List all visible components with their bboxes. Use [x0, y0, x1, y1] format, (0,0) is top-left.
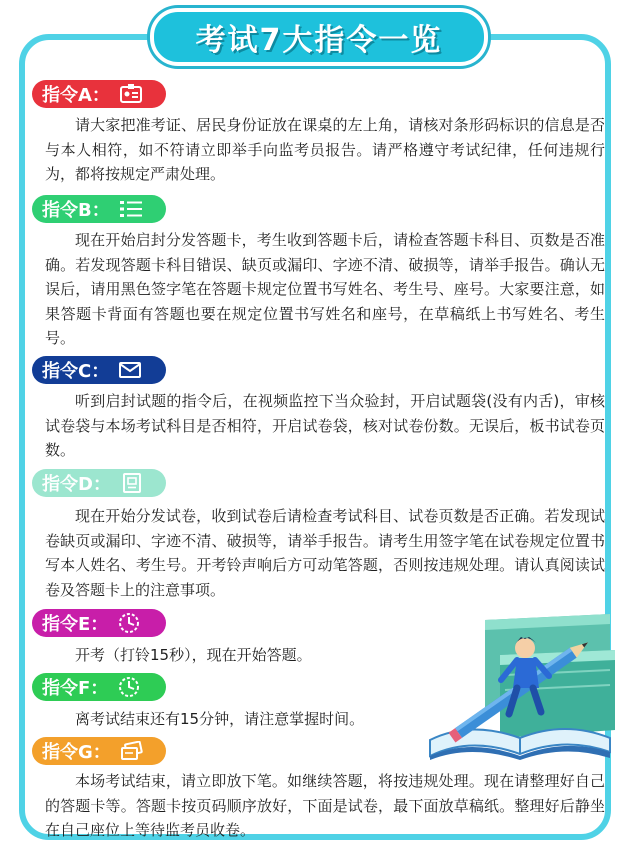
instruction-g-label: 指令G：	[42, 742, 111, 763]
instruction-a-tag	[32, 80, 166, 108]
instruction-g-tag	[32, 737, 166, 765]
title-banner	[150, 8, 488, 66]
instruction-e-tag	[32, 609, 166, 637]
instruction-c-tag	[32, 356, 166, 384]
instruction-d-text: 现在开始分发试卷，收到试卷后请检查考试科目、试卷页数是否正确。若发现试卷缺页或漏印、字迹不清、破损等，请举手报告。请考生用签字笔在试卷规定位置书写本人姓名、考生号。开考铃声响后方可动笔答题，否则按违规处理。请认真阅读试卷及答题卡上的注意事项。	[45, 507, 605, 599]
instruction-f-label: 指令F：	[42, 678, 109, 699]
envelope-icon	[117, 359, 143, 381]
instruction-a-text: 请大家把准考证、居民身份证放在课桌的左上角，请核对条形码标识的信息是否与本人相符，如不符请立即举手向监考员报告。请严格遵守考试纪律，任何违规行为，都将按规定严肃处理。	[45, 116, 605, 183]
instruction-d-tag	[32, 469, 166, 497]
clock-icon	[116, 676, 142, 698]
instruction-a-label: 指令A：	[42, 85, 110, 106]
clock-icon	[116, 612, 142, 634]
instruction-c-label: 指令C：	[42, 361, 110, 382]
student-books-illustration	[425, 610, 615, 760]
list-icon	[118, 198, 144, 220]
instruction-e-label: 指令E：	[42, 614, 109, 635]
instruction-e-text: 开考（打铃15秒），现在开始答题。	[75, 646, 312, 664]
instruction-g-text: 本场考试结束，请立即放下笔。如继续答题，将按违规处理。现在请整理好自己的答题卡等。答题卡按页码顺序放好，下面是试卷，最下面放草稿纸。整理好后静坐在自己座位上等待监考员收卷。	[45, 772, 605, 839]
instruction-f-text: 离考试结束还有15分钟，请注意掌握时间。	[75, 710, 365, 728]
card-icon	[119, 740, 145, 762]
instruction-f-tag	[32, 673, 166, 701]
instruction-d-label: 指令D：	[42, 474, 111, 495]
page-title: 考试7大指令一览	[195, 23, 443, 58]
document-icon	[119, 472, 145, 494]
id-card-icon	[118, 83, 144, 105]
instruction-c-text: 听到启封试题的指令后，在视频监控下当众验封，开启试题袋(没有内舌)，审核试卷袋与本场考试科目是否相符，开启试卷袋，核对试卷份数。无误后，板书试卷页数。	[45, 392, 605, 459]
instruction-b-tag	[32, 195, 166, 223]
instruction-b-label: 指令B：	[42, 200, 110, 221]
instruction-b-text: 现在开始启封分发答题卡，考生收到答题卡后，请检查答题卡科目、页数是否准确。若发现答题卡科目错误、缺页或漏印、字迹不清、破损等，请举手报告。确认无误后，请用黑色签字笔在答题卡规定位置书写姓名、考生号、座号。大家要注意，如果答题卡背面有答题也要在规定位置书写姓名和座号，在草稿纸上书写姓名、考生号。	[45, 231, 605, 347]
